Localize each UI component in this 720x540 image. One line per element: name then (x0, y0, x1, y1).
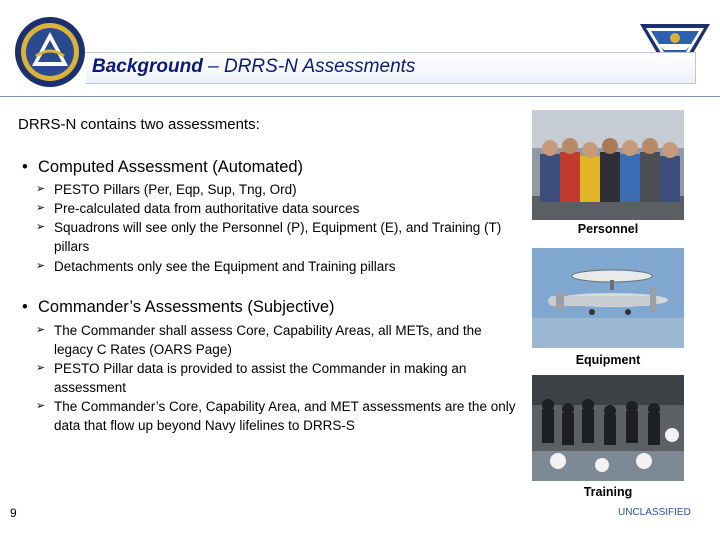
arrow-bullet-icon: ➢ (36, 221, 46, 233)
list-item-text: PESTO Pillars (Per, Eqp, Sup, Tng, Ord) (54, 182, 297, 197)
page-number: 9 (10, 506, 17, 520)
arrow-bullet-icon: ➢ (36, 362, 46, 374)
list-item-text: The Commander’s Core, Capability Area, and MET assessments are the only data that flow up beyond Navy lifelines to DRRS-S (54, 399, 516, 433)
list-item (36, 218, 506, 256)
list-item-text: Pre-calculated data from authoritative data sources (54, 201, 360, 216)
arrow-bullet-icon: ➢ (36, 202, 46, 214)
arrow-bullet-icon: ➢ (36, 260, 46, 272)
intro-text: DRRS-N contains two assessments: (18, 116, 260, 133)
title-keyword: Background (92, 56, 203, 77)
list-item (36, 359, 526, 397)
title-subject: – DRRS-N Assessments (202, 56, 416, 77)
personnel-photo (532, 110, 684, 220)
arrow-bullet-icon: ➢ (36, 183, 46, 195)
list-item-text: PESTO Pillar data is provided to assist the Commander in making an assessment (54, 361, 467, 395)
arrow-bullet-icon: ➢ (36, 400, 46, 412)
classification-label: UNCLASSIFIED (618, 507, 691, 518)
navy-emblem-icon (14, 16, 86, 88)
list-item (36, 199, 524, 218)
list-item (36, 321, 516, 359)
bullet-dot-icon: • (22, 298, 28, 316)
bullet-label: Computed Assessment (Automated) (38, 158, 304, 176)
list-item-text: The Commander shall assess Core, Capability Areas, all METs, and the legacy C Rates (OARS Page) (54, 323, 482, 357)
list-item (36, 397, 516, 435)
bullet-dot-icon: • (22, 158, 28, 176)
equipment-photo (532, 248, 684, 348)
list-item (36, 257, 524, 276)
arrow-bullet-icon: ➢ (36, 324, 46, 336)
list-item-text: Detachments only see the Equipment and Training pillars (54, 259, 396, 274)
bullet-computed-assessment (22, 158, 303, 177)
bullet-label: Commander’s Assessments (Subjective) (38, 298, 335, 316)
personnel-caption: Personnel (577, 222, 639, 236)
list-item-text: Squadrons will see only the Personnel (P), Equipment (E), and Training (T) pillars (54, 220, 502, 254)
training-caption: Training (583, 485, 633, 499)
list-item (36, 180, 524, 199)
training-photo (532, 375, 684, 481)
slide-title (92, 56, 415, 78)
equipment-caption: Equipment (575, 353, 641, 367)
header-divider (0, 96, 720, 97)
bullet-commanders-assessment (22, 298, 335, 317)
